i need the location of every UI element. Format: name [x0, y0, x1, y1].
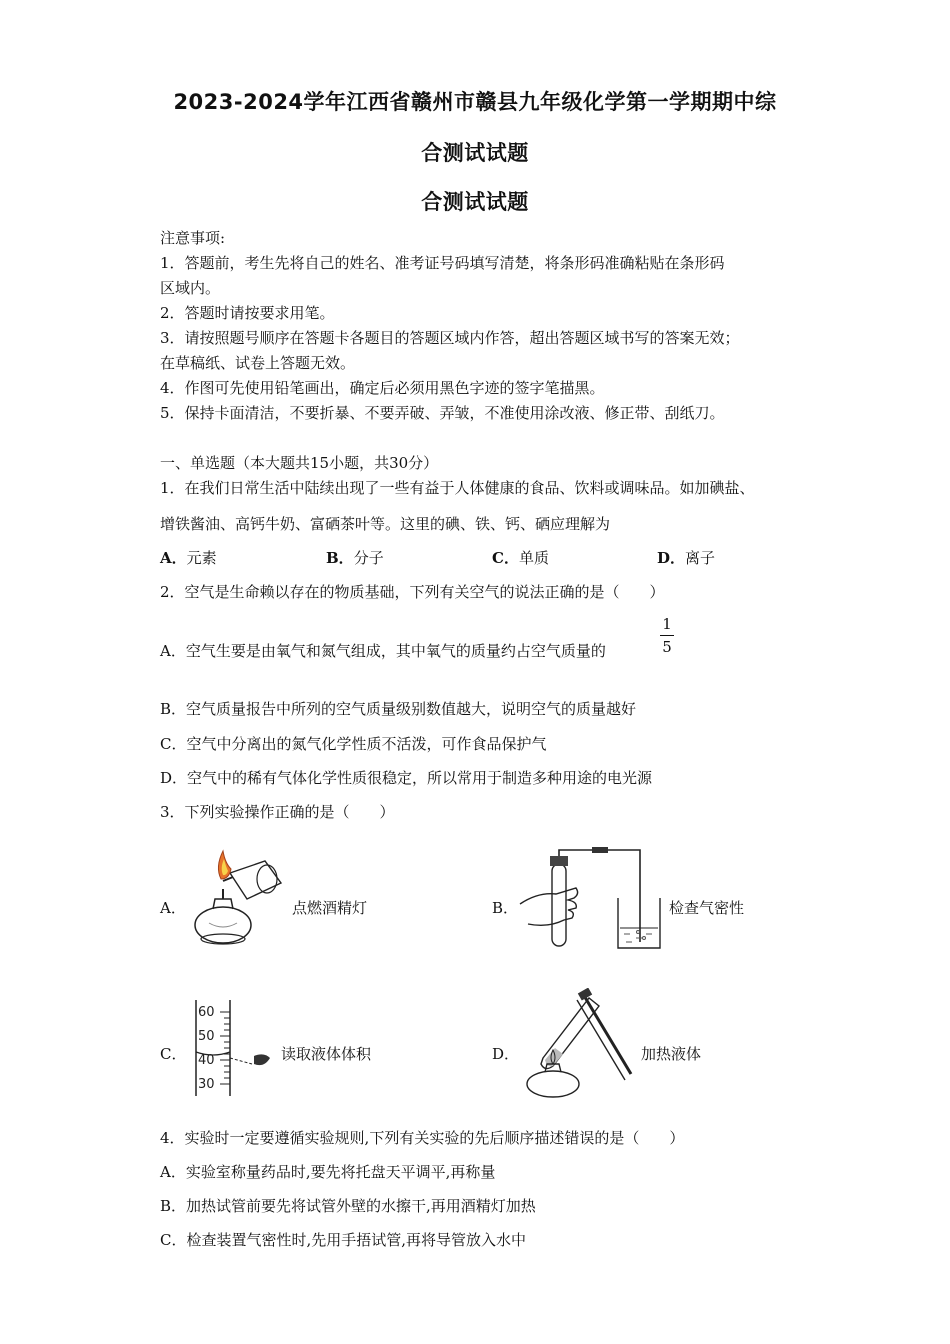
airtightness-check-figure — [518, 842, 668, 954]
note-line: 3．请按照题号顺序在答题卡各题目的答题区域内作答，超出答题区域书写的答案无效； — [160, 329, 740, 347]
q2-option-d: D．空气中的稀有气体化学性质很稳定，所以常用于制造多种用途的电光源 — [160, 769, 653, 787]
note-line: 4．作图可先使用铅笔画出，确定后必须用黑色字迹的签字笔描黑。 — [160, 379, 605, 397]
q1-option-a: A．元素 — [160, 549, 217, 567]
graduated-cylinder-figure — [190, 998, 280, 1098]
q4-option-b: B．加热试管前要先将试管外壁的水擦干,再用酒精灯加热 — [160, 1197, 536, 1215]
q3-label-d: D． — [492, 1045, 520, 1063]
question-1-stem-cont: 增铁酱油、高钙牛奶、富硒茶叶等。这里的碘、铁、钙、硒应理解为 — [160, 515, 611, 533]
q1-option-b: B．分子 — [326, 549, 384, 567]
fraction-one-fifth — [660, 614, 674, 657]
cylinder-tick-50: 50 — [198, 1029, 215, 1044]
fraction-numerator: 1 — [662, 615, 672, 633]
q3-caption-b: 检查气密性 — [669, 899, 745, 917]
q2-option-a: A．空气生要是由氧气和氮气组成，其中氧气的质量约占空气质量的 — [160, 642, 606, 660]
doc-title-line-2: 合测试试题 — [421, 141, 529, 165]
note-line: 2．答题时请按要求用笔。 — [160, 304, 335, 322]
question-2-stem: 2．空气是生命赖以存在的物质基础，下列有关空气的说法正确的是（ ） — [160, 583, 665, 601]
q1-option-d: D．离子 — [657, 549, 716, 567]
q3-label-c: C． — [160, 1045, 187, 1063]
q3-label-b: B． — [492, 899, 519, 917]
question-4-stem: 4．实验时一定要遵循实验规则,下列有关实验的先后顺序描述错误的是（ ） — [160, 1129, 685, 1147]
q3-caption-d: 加热液体 — [641, 1045, 702, 1063]
cylinder-tick-60: 60 — [198, 1005, 215, 1020]
heating-liquid-figure — [515, 988, 640, 1100]
note-line: 5．保持卡面清洁，不要折暴、不要弄破、弄皱，不准使用涂改液、修正带、刮纸刀。 — [160, 404, 725, 422]
q2-option-b: B．空气质量报告中所列的空气质量级别数值越大，说明空气的质量越好 — [160, 700, 637, 718]
q1-option-c: C．单质 — [492, 549, 549, 567]
q3-caption-c: 读取液体体积 — [281, 1045, 372, 1063]
q3-caption-a: 点燃酒精灯 — [292, 899, 368, 917]
note-line: 1．答题前，考生先将自己的姓名、准考证号码填写清楚，将条形码准确粘贴在条形码 — [160, 254, 725, 272]
note-line: 区域内。 — [160, 279, 221, 297]
doc-title-line-3: 合测试试题 — [421, 190, 529, 214]
q2-option-c: C．空气中分离出的氮气化学性质不活泼，可作食品保护气 — [160, 735, 547, 753]
q3-label-a: A． — [160, 899, 186, 917]
note-line: 在草稿纸、试卷上答题无效。 — [160, 354, 356, 372]
question-3-stem: 3．下列实验操作正确的是（ ） — [160, 803, 395, 821]
alcohol-lamp-lighting-figure — [185, 843, 290, 953]
q4-option-c: C．检查装置气密性时,先用手捂试管,再将导管放入水中 — [160, 1231, 527, 1249]
fraction-denominator: 5 — [662, 638, 672, 656]
notes-heading: 注意事项: — [160, 229, 226, 247]
question-1-stem: 1．在我们日常生活中陆续出现了一些有益于人体健康的食品、饮料或调味品。如加碘盐、 — [160, 479, 755, 497]
q4-option-a: A．实验室称量药品时,要先将托盘天平调平,再称量 — [160, 1163, 496, 1181]
cylinder-tick-30: 30 — [198, 1077, 215, 1092]
section-heading: 一、单选题（本大题共15小题，共30分） — [160, 454, 439, 472]
doc-title-line-1: 2023-2024学年江西省赣州市赣县九年级化学第一学期期中综 — [173, 90, 777, 114]
cylinder-tick-40: 40 — [198, 1053, 215, 1068]
